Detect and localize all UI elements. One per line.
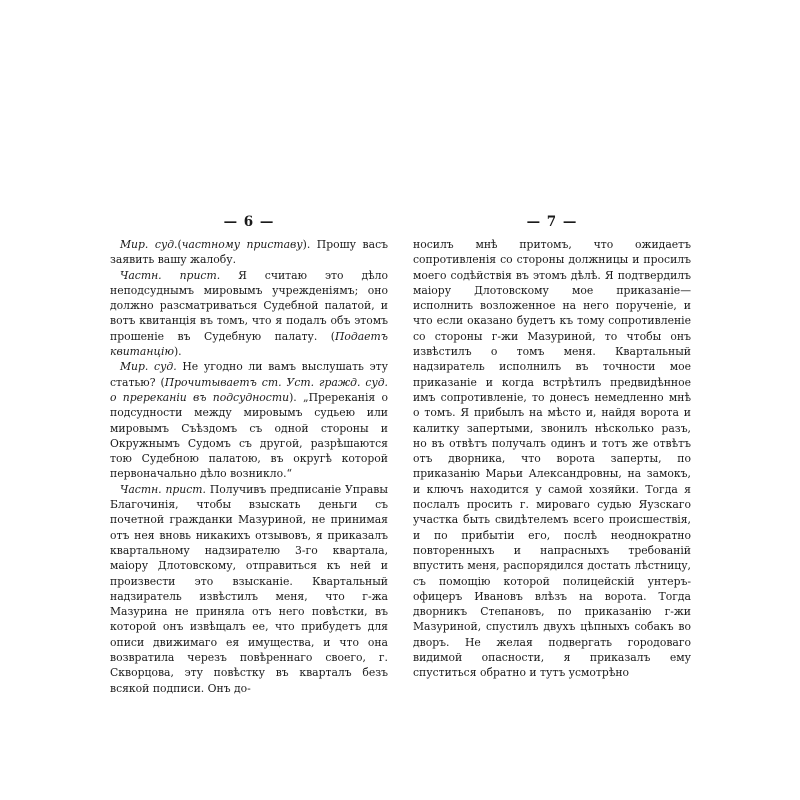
paragraph-text: Я считаю это дѣло неподсуднымъ мировымъ учрежденіямъ; оно должно разсматриваться Судебной палатой, и вотъ квитанція въ томъ, что я подалъ объ этомъ прошеніе въ Судебную палату. ( (110, 268, 388, 343)
paragraph-text: ). (173, 345, 182, 359)
speaker-label: Частн. прист. (120, 482, 206, 496)
paragraph (110, 359, 388, 481)
paragraph-text: Получивъ предписаніе Управы Благочинія, чтобы взыскать деньги съ почетной гражданки Мазуриной, не принимая отъ нея вновь никакихъ отзывовъ, я приказалъ квартальному надзирателю 3-го квартала, маіору Длотовскому, отправиться къ ней и произвести это взысканіе. Квартальный надзиратель извѣстилъ меня, что г-жа Мазурина не приняла отъ него повѣстки, въ которой онъ извѣщалъ ее, что прибудетъ для описи движимаго ея имущества, и что она возвратила черезъ повѣреннаго своего, г. Скворцова, эту повѣстку въ кварталъ безъ всякой подписи. Онъ до- (110, 482, 388, 695)
paragraph (110, 237, 388, 268)
page-number-right: — 7 — (526, 214, 578, 230)
paragraph-text: ). Прошу васъ заявить вашу жалобу. (110, 238, 388, 267)
page-number-left: — 6 — (223, 214, 275, 230)
paragraph-text: носилъ мнѣ притомъ, что ожидаетъ сопротивленія со стороны должницы и просилъ моего содѣйствія въ этомъ дѣлѣ. Я подтвердилъ маіору Длотовскому мое приказаніе—исполнить возложенное на него порученіе, и что если оказано будетъ къ тому сопротивленіе со стороны г-жи Мазуриной, то чтобы онъ извѣстилъ о томъ меня. Квартальный надзиратель исполнилъ въ точности мое приказаніе и когда встрѣтилъ предвидѣнное имъ сопротивленіе, то донесъ немедленно мнѣ о томъ. Я прибылъ на мѣсто и, найдя ворота и калитку запертыми, звонилъ нѣсколько разъ, но въ отвѣтъ получалъ одинъ и тотъ же отвѣтъ отъ дворника, что ворота заперты, по приказанію Марьи Александровны, на замокъ, и ключъ находится у самой хозяйки. Тогда я послалъ просить г. мироваго судью Яузскаго участка быть свидѣтелемъ всего происшествія, и по прибытіи его, послѣ неоднократно повторенныхъ и напрасныхъ требованій впустить меня, распорядился достать лѣстницу, съ помощію которой полицейскій унтеръ-офицеръ Ивановъ влѣзъ на ворота. Тогда дворникъ Степановъ, по приказанію г-жи Мазуриной, спустилъ двухъ цѣпныхъ собакъ во дворъ. Не желая подвергать городоваго видимой опасности, я приказалъ ему спуститься обратно и тутъ усмотрѣно (413, 238, 691, 680)
speaker-label: Частн. прист. (120, 268, 221, 282)
stage-direction: Прочитываетъ ст. Уст. гражд. суд. о пререканіи въ подсудности (110, 375, 388, 404)
right-page-body (413, 237, 691, 681)
paragraph-text: Не угодно ли вамъ выслушать эту статью? ( (110, 360, 389, 389)
speaker-label: Мир. суд. (120, 238, 178, 251)
speaker-label: Мир. суд. (120, 360, 177, 374)
left-page (110, 212, 388, 696)
left-page-body (110, 237, 388, 696)
paragraph-text: ( (177, 238, 182, 251)
stage-direction: Подаетъ квитанцію (110, 329, 388, 359)
paragraph (110, 268, 388, 360)
stage-direction: частному приставу (181, 238, 303, 251)
paragraph-text: ). „Пререканія о подсудности между мировымъ судьею или мировымъ Съѣздомъ съ одной стороны и Окружнымъ Судомъ съ другой, разрѣшаются тою Судебною палатою, въ округѣ которой первоначально дѣло возникло.“ (110, 390, 389, 481)
paragraph (110, 482, 388, 696)
right-page (413, 212, 691, 681)
paragraph (413, 237, 691, 681)
